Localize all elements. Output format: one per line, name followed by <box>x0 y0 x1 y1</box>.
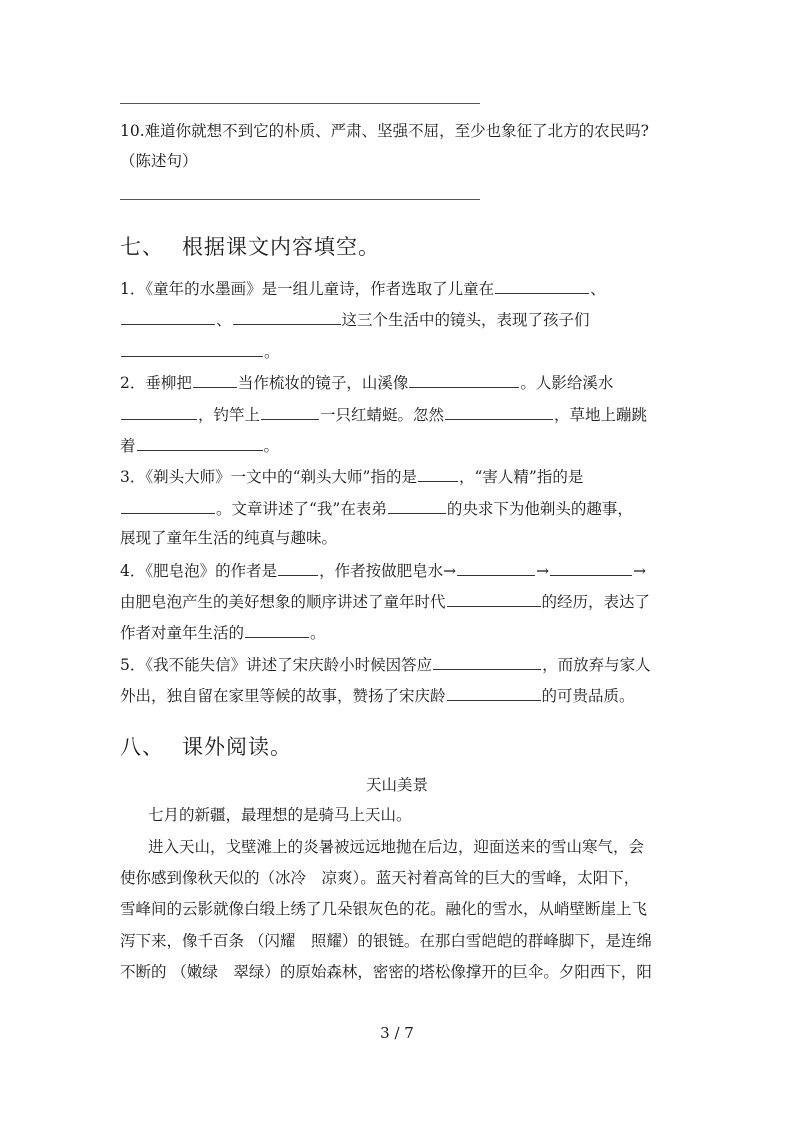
arrow-icon: → <box>536 562 550 580</box>
item-text: 这三个生活中的镜头，表现了孩子们 <box>341 311 590 329</box>
item-3-line-1 <box>120 465 680 487</box>
item-text: ，而放弃与家人 <box>542 656 651 674</box>
section-8-number: 八、 <box>120 735 164 759</box>
item-text: 外出，独自留在家里等候的故事，赞扬了宋庆龄 <box>120 687 446 705</box>
item-4-line-2 <box>120 590 680 612</box>
item-text: 1．《童年的水墨画》是一组儿童诗，作者选取了儿童在 <box>120 280 495 298</box>
item-text: 2．垂柳把 <box>120 374 192 392</box>
item-text: 。 <box>264 343 280 361</box>
fill-blank[interactable] <box>245 621 309 638</box>
item-text: 。人影给溪水 <box>520 374 614 392</box>
item-2-line-2 <box>120 403 680 425</box>
arrow-icon: → <box>633 562 647 580</box>
passage-line: 进入天山，戈壁滩上的炎暑被远远地抛在后边，迎面送来的雪山寒气，会 <box>148 838 645 856</box>
item-text: 当作梳妆的镜子，山溪像 <box>237 374 409 392</box>
fill-blank[interactable] <box>121 308 215 325</box>
item-text: 由肥皂泡产生的美好想象的顺序讲述了童年时代 <box>120 593 446 611</box>
arrow-icon: → <box>443 562 457 580</box>
section-7-heading <box>120 234 380 260</box>
answer-line <box>120 199 480 200</box>
section-7-number: 七、 <box>120 235 164 259</box>
fill-blank[interactable] <box>137 434 263 451</box>
item-text: 、 <box>216 311 232 329</box>
passage-line: 七月的新疆，最理想的是骑马上天山。 <box>148 806 412 824</box>
item-text: 。 <box>263 437 280 455</box>
fill-blank[interactable] <box>261 403 319 420</box>
item-text: 的可贵品质。 <box>541 687 635 705</box>
item-text: ，草地上蹦跳 <box>554 406 648 424</box>
item-text: 3．《剃头大师》一文中的“剃头大师”指的是 <box>120 468 417 486</box>
item-4-line-3 <box>120 621 680 643</box>
item-4-line-1 <box>120 559 680 581</box>
item-3-line-2 <box>120 497 680 519</box>
section-8-title: 课外阅读。 <box>182 735 292 759</box>
item-text: 。文章讲述了“我”在表弟 <box>216 500 387 518</box>
fill-blank[interactable] <box>457 559 535 576</box>
passage-line: 使你感到像秋天似的（冰冷 凉爽）。蓝天衬着高耸的巨大的雪峰，太阳下， <box>120 869 640 887</box>
item-2-line-1 <box>120 371 680 393</box>
item-1-line-2 <box>120 308 680 330</box>
item-text: ，钓竿上 <box>198 406 261 424</box>
item-text: 。 <box>310 624 326 642</box>
item-text: 的央求下为他剃头的趣事， <box>446 500 633 518</box>
item-1-line-3 <box>120 340 680 362</box>
page-number: 3 / 7 <box>380 1024 414 1042</box>
item-text: 作者对童年生活的 <box>120 624 245 642</box>
item-text: 4．《肥皂泡》的作者是 <box>120 562 278 580</box>
item-3-line-3: 展现了童年生活的纯真与趣味。 <box>120 529 338 547</box>
passage-title: 天山美景 <box>365 776 428 794</box>
passage-line: 雪峰间的云影就像白缎上绣了几朵银灰色的花。融化的雪水，从峭壁断崖上飞 <box>120 900 648 918</box>
fill-blank[interactable] <box>445 403 553 420</box>
item-text: 、 <box>590 280 606 298</box>
item-text: ，作者按做肥皂水 <box>319 562 444 580</box>
answer-line <box>120 103 480 104</box>
fill-blank[interactable] <box>233 308 341 325</box>
section-8-heading <box>120 734 292 760</box>
fill-blank[interactable] <box>121 340 263 357</box>
item-2-line-3 <box>120 434 680 456</box>
question-10-line-2: （陈述句） <box>120 152 198 170</box>
fill-blank[interactable] <box>550 559 632 576</box>
item-text: 的经历，表达了 <box>541 593 651 611</box>
fill-blank[interactable] <box>409 371 519 388</box>
question-10-line-1: 10.难道你就想不到它的朴质、严肃、坚强不屈，至少也象征了北方的农民吗? <box>120 122 649 140</box>
fill-blank[interactable] <box>418 465 458 482</box>
fill-blank[interactable] <box>433 653 541 670</box>
item-1-line-1 <box>120 277 680 299</box>
item-text: ，“害人精”指的是 <box>458 468 584 486</box>
passage-line: 不断的 （嫩绿 翠绿）的原始森林，密密的塔松像撑开的巨伞。夕阳西下，阳 <box>120 963 652 981</box>
fill-blank[interactable] <box>193 371 237 388</box>
fill-blank[interactable] <box>278 559 318 576</box>
item-text: 着 <box>120 437 136 455</box>
fill-blank[interactable] <box>388 497 446 514</box>
item-text: 5．《我不能失信》讲述了宋庆龄小时候因答应 <box>120 656 433 674</box>
passage-line: 泻下来，像千百条 （闪耀 照耀）的银链。在那白雪皑皑的群峰脚下，是连绵 <box>120 932 652 950</box>
item-5-line-1 <box>120 653 680 675</box>
section-7-title: 根据课文内容填空。 <box>182 235 380 259</box>
fill-blank[interactable] <box>447 684 541 701</box>
fill-blank[interactable] <box>121 497 215 514</box>
item-5-line-2 <box>120 684 680 706</box>
fill-blank[interactable] <box>495 277 589 294</box>
fill-blank[interactable] <box>121 403 197 420</box>
item-text: 一只红蜻蜓。忽然 <box>320 406 445 424</box>
fill-blank[interactable] <box>447 590 541 607</box>
